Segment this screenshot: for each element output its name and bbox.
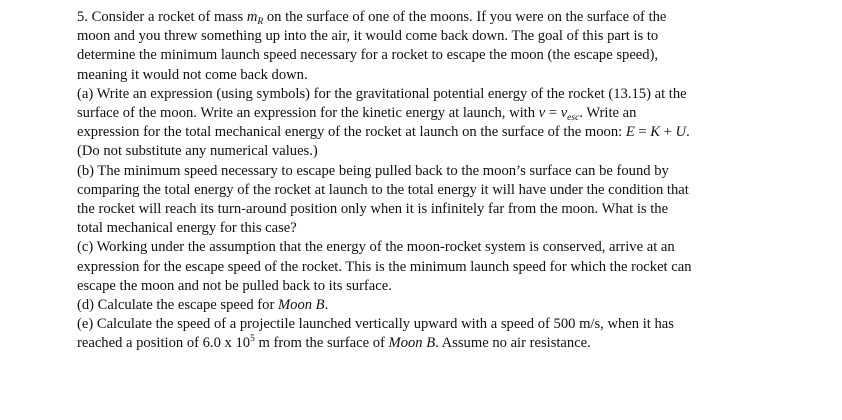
intro-line-2: moon and you threw something up into the air, it would come back down. The goal of this part is to — [77, 28, 659, 45]
part-c — [77, 238, 802, 296]
part-a-line-4: (Do not substitute any numerical values.) — [77, 143, 318, 160]
intro-line-1-post: on the surface of one of the moons. If you were on the surface of the — [263, 9, 667, 25]
part-b-line-4: total mechanical energy for this case? — [77, 220, 297, 237]
intro-line-1 — [77, 8, 802, 27]
kinetic-symbol: K — [650, 124, 661, 141]
escape-velocity-symbol: $v_{esc}$ — [560, 105, 580, 124]
intro-line-4: meaning it would not come back down. — [77, 66, 308, 83]
part-c-line-3: escape the moon and not be pulled back to its surface. — [77, 277, 392, 294]
part-a-line-2: surface of the moon. Write an expression for the kinetic energy at launch, with $v = v_{esc}$. Write an — [77, 105, 637, 124]
moon-b-label: Moon B — [388, 335, 436, 352]
moon-b-label: Moon B — [277, 297, 325, 314]
part-c-line-1: (c) Working under the assumption that the energy of the moon-rocket system is conserved, arrive at an — [77, 239, 675, 256]
part-a-line-1: (a) Write an expression (using symbols) for the gravitational potential energy of the rocket (13.15) at the — [77, 85, 687, 102]
part-e-line-1: (e) Calculate the speed of a projectile launched vertically upward with a speed of 500 m/s, when it has — [77, 316, 674, 333]
part-d-line-1-pre: (d) Calculate the escape speed for — [77, 297, 278, 314]
part-d-line-1: (d) Calculate the escape speed for Moon B. — [77, 297, 329, 314]
problem-document — [77, 8, 802, 354]
part-e-line-2-mid: m from the surface of — [254, 335, 389, 352]
part-c-line-2: expression for the escape speed of the rocket. This is the minimum launch speed for which the rocket can — [77, 258, 692, 275]
potential-symbol: U — [675, 124, 687, 141]
part-b-line-2: comparing the total energy of the rocket at launch to the total energy it will have under the condition that — [77, 181, 689, 198]
mass-symbol: $m_R$ — [246, 9, 264, 27]
part-e — [77, 315, 802, 353]
part-d — [77, 296, 802, 315]
part-a-line-3-pre: expression for the total mechanical energy of the rocket at launch on the surface of the moon: — [77, 124, 626, 141]
part-a-line-3: expression for the total mechanical energy of the rocket at launch on the surface of the moon: E = K + U. — [77, 124, 690, 141]
part-a-line-2-pre: surface of the moon. Write an expression for the kinetic energy at launch, with — [77, 105, 539, 122]
part-a-line-2-post: Write an — [582, 105, 637, 122]
part-b-line-3: the rocket will reach its turn-around position only when it is infinitely far from the moon. What is the — [77, 201, 669, 218]
part-e-line-2-post: . Assume no air resistance. — [435, 335, 591, 352]
part-e-line-2 — [77, 334, 802, 353]
intro-line-3: determine the minimum launch speed necessary for a rocket to escape the moon (the escape speed), — [77, 47, 659, 64]
exponent: 5 — [250, 334, 255, 345]
energy-symbol: E — [625, 124, 635, 141]
velocity-symbol: v — [538, 105, 546, 122]
part-b — [77, 162, 802, 239]
part-a — [77, 85, 802, 162]
part-e-line-2-pre: reached a position of 6.0 x 10 — [77, 335, 251, 352]
intro-line-1-pre: 5. Consider a rocket of mass — [77, 9, 247, 25]
part-b-line-1: (b) The minimum speed necessary to escape being pulled back to the moon’s surface can be found by — [77, 162, 669, 179]
problem-intro — [77, 8, 802, 85]
